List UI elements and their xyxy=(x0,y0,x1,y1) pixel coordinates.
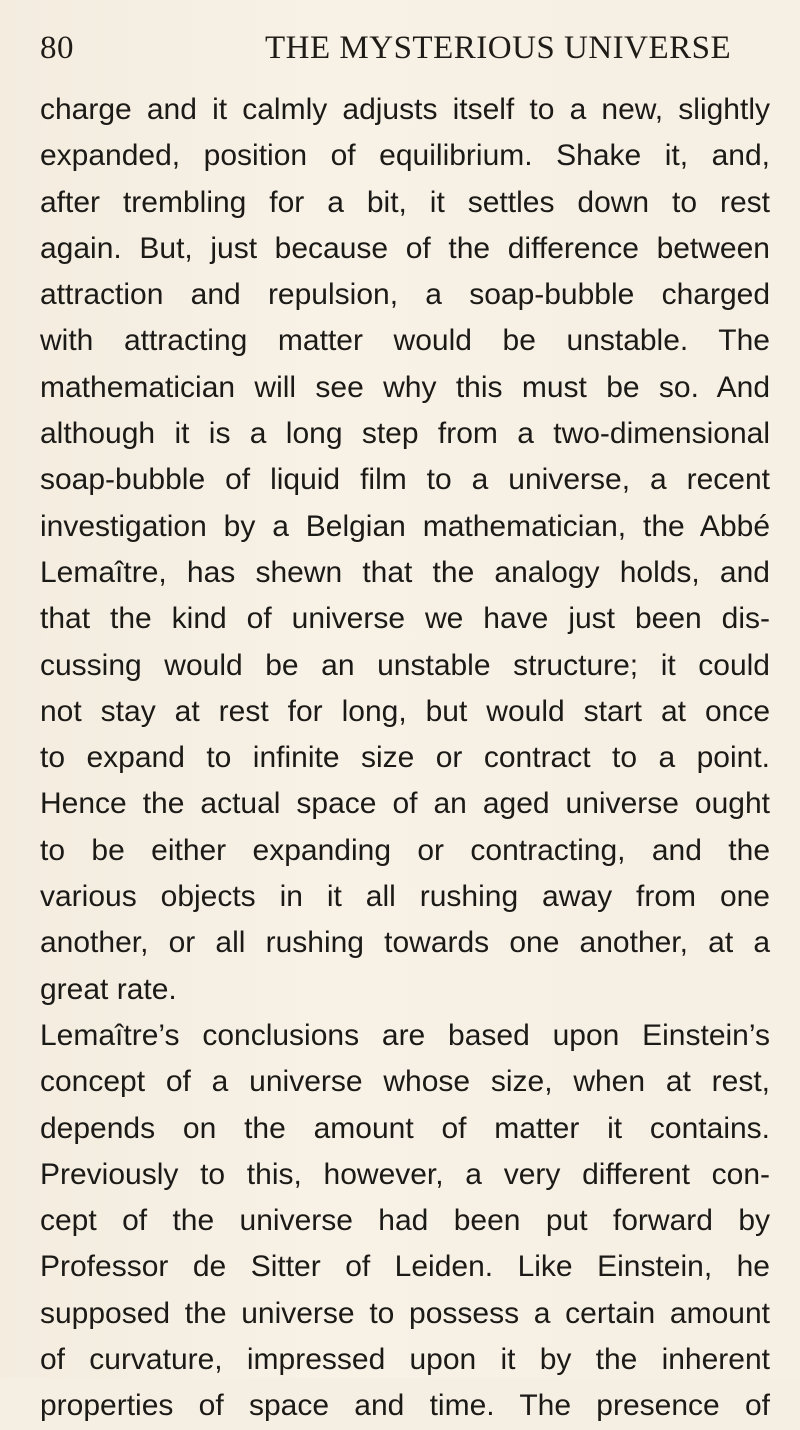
text-line: investigation by a Belgian mathematician, the Abbé xyxy=(40,509,770,543)
text-line: cussing would be an unstable structure; it could xyxy=(40,648,770,682)
text-line: charge and it calmly adjusts itself to a new, slightly xyxy=(40,93,770,126)
text-line: after trembling for a bit, it settles down to rest xyxy=(40,185,770,219)
text-line: another, or all rushing towards one another, at a xyxy=(40,926,770,960)
text-line: to be either expanding or contracting, and the xyxy=(40,833,770,867)
text-line: depends on the amount of matter it contains. xyxy=(40,1111,770,1145)
text-line: with attracting matter would be unstable. The xyxy=(40,324,770,358)
page-number: 80 xyxy=(40,30,74,66)
text-line: although it is a long step from a two-dimensional xyxy=(40,417,770,451)
running-title: THE MYSTERIOUS UNIVERSE xyxy=(265,30,732,66)
running-head xyxy=(40,30,760,74)
text-line-paragraph-start: Lemaître’s conclusions are based upon Einstein’s xyxy=(40,1018,770,1052)
text-line-paragraph-end: great rate. xyxy=(40,972,177,1006)
text-line: various objects in it all rushing away from one xyxy=(40,880,770,914)
text-line: expanded, position of equilibrium. Shake it, and, xyxy=(40,139,770,173)
text-line: attraction and repulsion, a soap-bubble charged xyxy=(40,278,770,312)
text-line: Professor de Sitter of Leiden. Like Einstein, he xyxy=(40,1250,770,1284)
text-line: that the kind of universe we have just been dis- xyxy=(40,602,770,636)
text-line: Lemaître, has shewn that the analogy holds, and xyxy=(40,555,770,589)
text-line: of curvature, impressed upon it by the inherent xyxy=(40,1343,770,1377)
text-line: cept of the universe had been put forward by xyxy=(40,1204,770,1238)
text-line: Hence the actual space of an aged universe ought xyxy=(40,787,770,821)
body-text xyxy=(40,87,770,1430)
text-line: mathematician will see why this must be so. And xyxy=(40,370,770,404)
text-line: again. But, just because of the difference between xyxy=(40,231,770,265)
text-line: Previously to this, however, a very different con- xyxy=(40,1157,770,1191)
text-line: to expand to infinite size or contract to a point. xyxy=(40,741,770,775)
text-line: supposed the universe to possess a certain amount xyxy=(40,1296,770,1330)
text-line: not stay at rest for long, but would start at once xyxy=(40,694,770,728)
text-line: soap-bubble of liquid film to a universe, a recent xyxy=(40,463,770,497)
text-line: properties of space and time. The presence of xyxy=(40,1389,770,1423)
text-line: concept of a universe whose size, when at rest, xyxy=(40,1065,770,1099)
